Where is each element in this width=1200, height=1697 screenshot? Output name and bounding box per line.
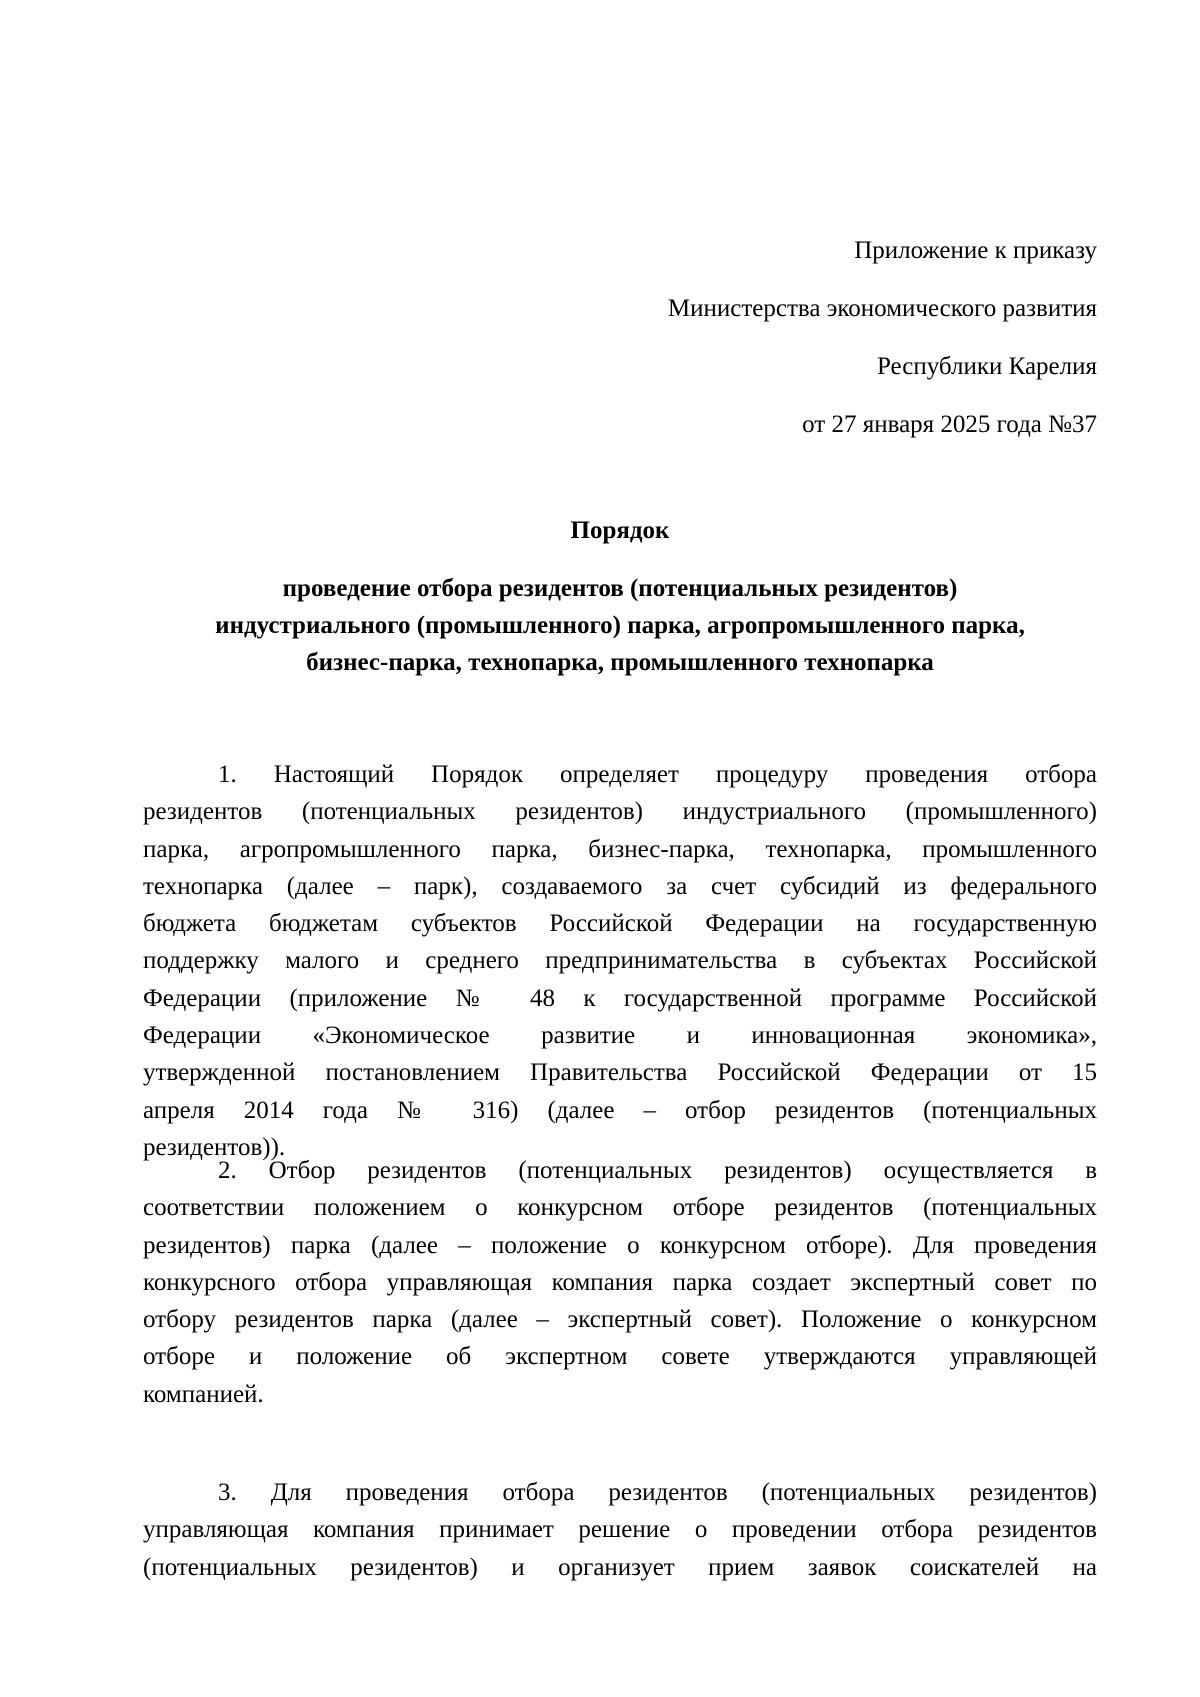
approval-header xyxy=(668,222,1097,454)
paragraph-line: Федерации «Экономическое развитие и инновационная экономика», xyxy=(143,1022,1097,1050)
document-subtitle xyxy=(143,570,1097,681)
paragraph-line: конкурсного отбора управляющая компания парка создает экспертный совет по xyxy=(143,1268,1097,1296)
approval-header-line: Приложение к приказу xyxy=(854,237,1097,264)
document-subtitle-line: проведение отбора резидентов (потенциальных резидентов) xyxy=(282,575,958,602)
paragraph-line: технопарка (далее – парк), создаваемого за счет субсидий из федерального xyxy=(143,872,1097,900)
paragraph-line: компанией. xyxy=(143,1380,264,1408)
paragraph-line: отборе и положение об экспертном совете утверждаются управляющей xyxy=(143,1343,1097,1371)
paragraph-3 xyxy=(143,1474,1097,1586)
paragraph-line: апреля 2014 года № 316) (далее – отбор резидентов (потенциальных xyxy=(143,1096,1097,1124)
paragraph-line: управляющая компания принимает решение о проведении отбора резидентов xyxy=(143,1516,1097,1544)
paragraph-1 xyxy=(143,756,1097,1166)
approval-header-line: Республики Карелия xyxy=(876,353,1097,380)
paragraph-line: утвержденной постановлением Правительства Российской Федерации от 15 xyxy=(143,1059,1097,1087)
paragraph-line: (потенциальных резидентов) и организует прием заявок соискателей на xyxy=(143,1553,1097,1581)
paragraph-line: резидентов (потенциальных резидентов) индустриального (промышленного) xyxy=(143,798,1097,826)
paragraph-line: 2. Отбор резидентов (потенциальных резидентов) осуществляется в xyxy=(218,1157,1097,1184)
paragraph-line: резидентов) парка (далее – положение о конкурсном отборе). Для проведения xyxy=(143,1231,1097,1259)
paragraph-line: поддержку малого и среднего предпринимательства в субъектах Российской xyxy=(143,947,1097,975)
paragraph-line: 1. Настоящий Порядок определяет процедуру проведения отбора xyxy=(218,761,1097,788)
paragraph-line: отбору резидентов парка (далее – экспертный совет). Положение о конкурсном xyxy=(143,1306,1097,1334)
paragraph-line: резидентов)). xyxy=(143,1133,286,1161)
paragraph-line: 3. Для проведения отбора резидентов (потенциальных резидентов) xyxy=(218,1479,1097,1506)
approval-header-line: Министерства экономического развития xyxy=(667,295,1097,322)
document-title: Порядок xyxy=(570,517,670,544)
paragraph-line: бюджета бюджетам субъектов Российской Федерации на государственную xyxy=(143,910,1097,938)
document-subtitle-line: индустриального (промышленного) парка, агропромышленного парка, xyxy=(215,612,1025,639)
approval-header-line: от 27 января 2025 года №37 xyxy=(802,411,1097,438)
paragraph-line: соответствии положением о конкурсном отборе резидентов (потенциальных xyxy=(143,1194,1097,1222)
paragraph-2 xyxy=(143,1152,1097,1413)
document-subtitle-line: бизнес-парка, технопарка, промышленного технопарка xyxy=(306,649,934,676)
paragraph-line: парка, агропромышленного парка, бизнес-парка, технопарка, промышленного xyxy=(143,835,1097,863)
paragraph-line: Федерации (приложение № 48 к государственной программе Российской xyxy=(143,984,1097,1012)
